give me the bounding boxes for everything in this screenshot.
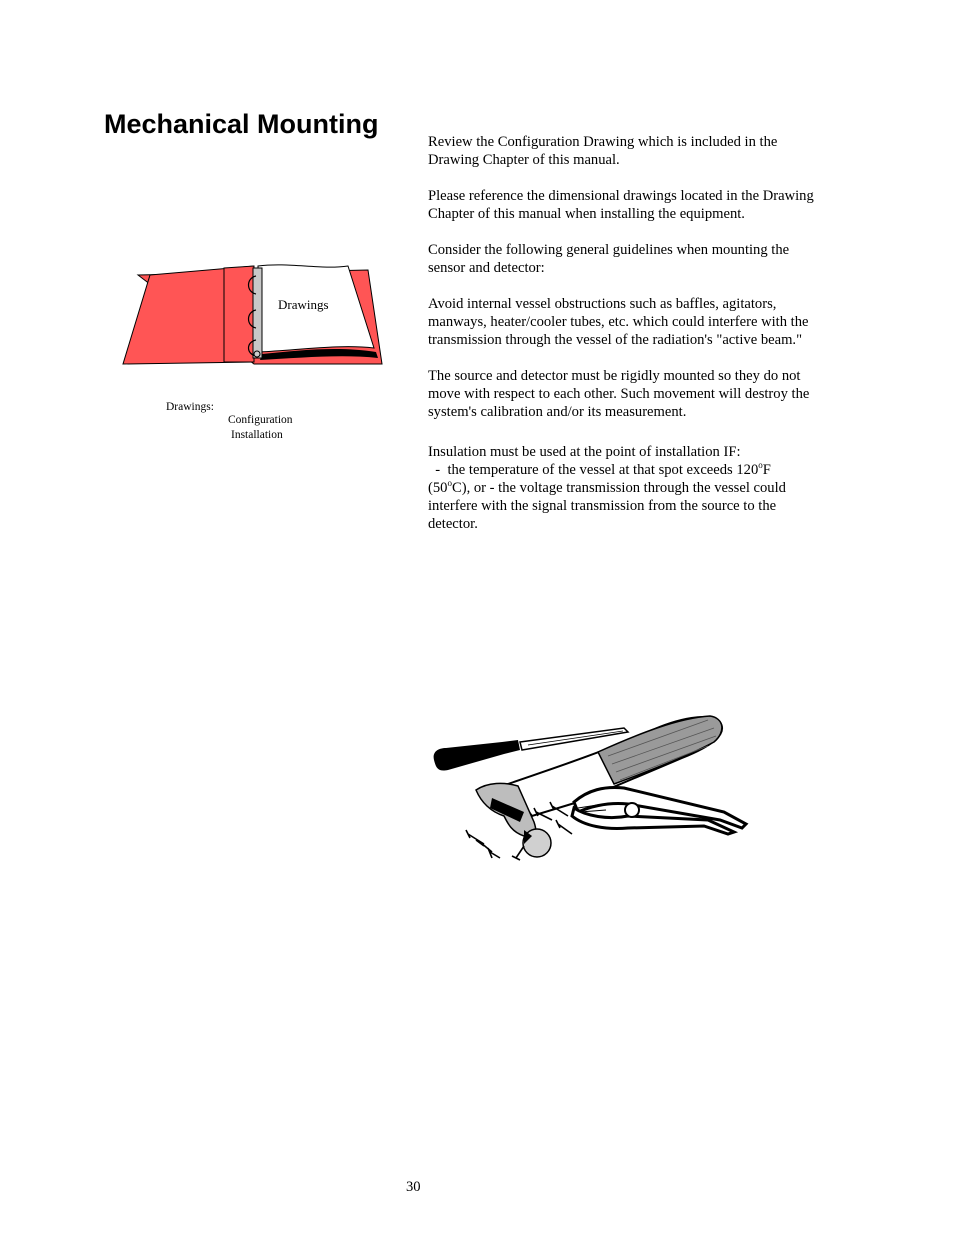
tools-icon <box>428 712 758 872</box>
caption-item-installation: Installation <box>231 429 283 441</box>
binder-icon <box>120 258 385 368</box>
paragraph-rigid-mounting: The source and detector must be rigidly mounted so they do not move with respect to each other. Such movement will destroy the system's calibration and/or its measurement. <box>428 368 810 420</box>
paragraph-reference: Please reference the dimensional drawings located in the Drawing Chapter of this manual when installing the equipment. <box>428 188 814 222</box>
insulation-voltage-text: C), or - the voltage transmission through the vessel could interfere with the signal transmission from the source to the detector. <box>428 480 786 532</box>
degree-symbol: o <box>758 460 763 471</box>
paragraph-obstructions: Avoid internal vessel obstructions such as baffles, agitators, manways, heater/cooler tubes, etc. which could interfere with the transmission through the vessel of the radiation's "active beam." <box>428 296 809 348</box>
body-text <box>428 133 828 551</box>
paragraph-review: Review the Configuration Drawing which is included in the Drawing Chapter of this manual. <box>428 134 778 168</box>
pliers-icon <box>572 788 746 834</box>
paragraph-insulation <box>428 443 828 533</box>
paragraph-guidelines: Consider the following general guidelines when mounting the sensor and detector: <box>428 242 790 276</box>
page-number: 30 <box>406 1179 421 1195</box>
insulation-intro: Insulation must be used at the point of installation IF: <box>428 444 741 460</box>
caption-item-configuration: Configuration <box>228 414 293 426</box>
degree-symbol: o <box>447 478 452 489</box>
binder-label: Drawings <box>278 297 329 312</box>
insulation-temp-text: - the temperature of the vessel at that spot exceeds 120 <box>428 462 759 478</box>
caption-heading: Drawings: <box>166 401 214 413</box>
insulation-temp-unit: F <box>762 462 771 478</box>
binder-ring-bar <box>253 268 262 358</box>
insulation-celsius-open: (50 <box>428 480 448 496</box>
page-title: Mechanical Mounting <box>104 109 379 139</box>
